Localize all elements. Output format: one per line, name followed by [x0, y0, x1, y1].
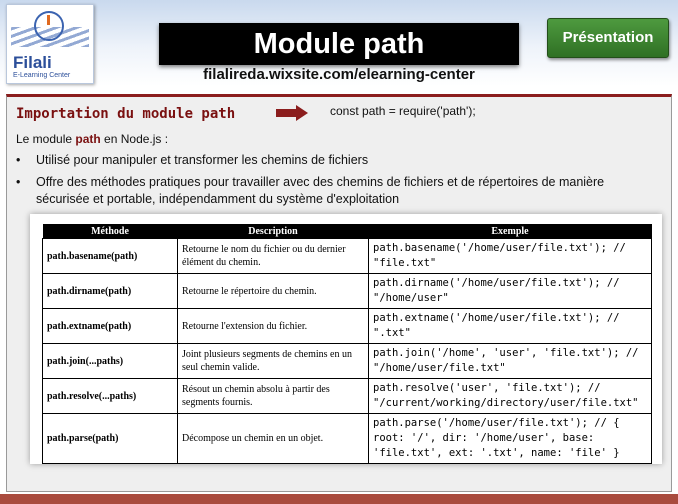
table-row — [43, 309, 652, 344]
power-icon — [34, 11, 64, 41]
example-cell: path.dirname('/home/user/file.txt'); // "/home/user" — [369, 274, 652, 309]
page-title: Module path — [159, 23, 519, 65]
method-cell: path.basename(path) — [43, 239, 178, 274]
methods-table-card — [30, 214, 662, 464]
example-cell: path.parse('/home/user/file.txt'); // { root: '/', dir: '/home/user', base: 'file.txt', ext: '.txt', name: 'file' } — [369, 414, 652, 464]
example-cell: path.resolve('user', 'file.txt'); // "/current/working/directory/user/file.txt" — [369, 379, 652, 414]
import-title: Importation du module path — [16, 106, 236, 122]
method-cell: path.extname(path) — [43, 309, 178, 344]
description-cell: Joint plusieurs segments de chemins en un seul chemin valide. — [178, 344, 369, 379]
import-code: const path = require('path'); — [330, 104, 476, 118]
column-header-example: Exemple — [369, 224, 652, 239]
table-row — [43, 274, 652, 309]
site-url[interactable]: filalireda.wixsite.com/elearning-center — [203, 66, 475, 83]
arrow-right-icon — [276, 105, 308, 121]
description-cell: Résout un chemin absolu à partir des segments fournis. — [178, 379, 369, 414]
bullet-icon: • — [16, 153, 21, 167]
description-cell: Décompose un chemin en un objet. — [178, 414, 369, 464]
description-cell: Retourne le nom du fichier ou du dernier élément du chemin. — [178, 239, 369, 274]
method-cell: path.dirname(path) — [43, 274, 178, 309]
bullet-icon: • — [16, 175, 21, 189]
module-name: path — [75, 132, 101, 146]
table-row — [43, 239, 652, 274]
description-cell: Retourne l'extension du fichier. — [178, 309, 369, 344]
method-cell: path.parse(path) — [43, 414, 178, 464]
method-cell: path.join(...paths) — [43, 344, 178, 379]
example-cell: path.join('/home', 'user', 'file.txt'); // "/home/user/file.txt" — [369, 344, 652, 379]
logo[interactable] — [6, 4, 94, 84]
example-cell: path.extname('/home/user/file.txt'); // ".txt" — [369, 309, 652, 344]
methods-table — [42, 224, 652, 464]
table-row — [43, 379, 652, 414]
logo-subtitle: E-Learning Center — [13, 72, 71, 79]
table-row — [43, 414, 652, 464]
logo-name: Filali — [13, 53, 52, 72]
example-cell: path.basename('/home/user/file.txt'); // "file.txt" — [369, 239, 652, 274]
table-row — [43, 344, 652, 379]
column-header-description: Description — [178, 224, 369, 239]
description-cell: Retourne le répertoire du chemin. — [178, 274, 369, 309]
column-header-method: Méthode — [43, 224, 178, 239]
footer-bar — [0, 494, 678, 504]
method-cell: path.resolve(...paths) — [43, 379, 178, 414]
presentation-button[interactable]: Présentation — [547, 18, 669, 58]
intro-text: Le module path en Node.js : — [16, 132, 169, 146]
